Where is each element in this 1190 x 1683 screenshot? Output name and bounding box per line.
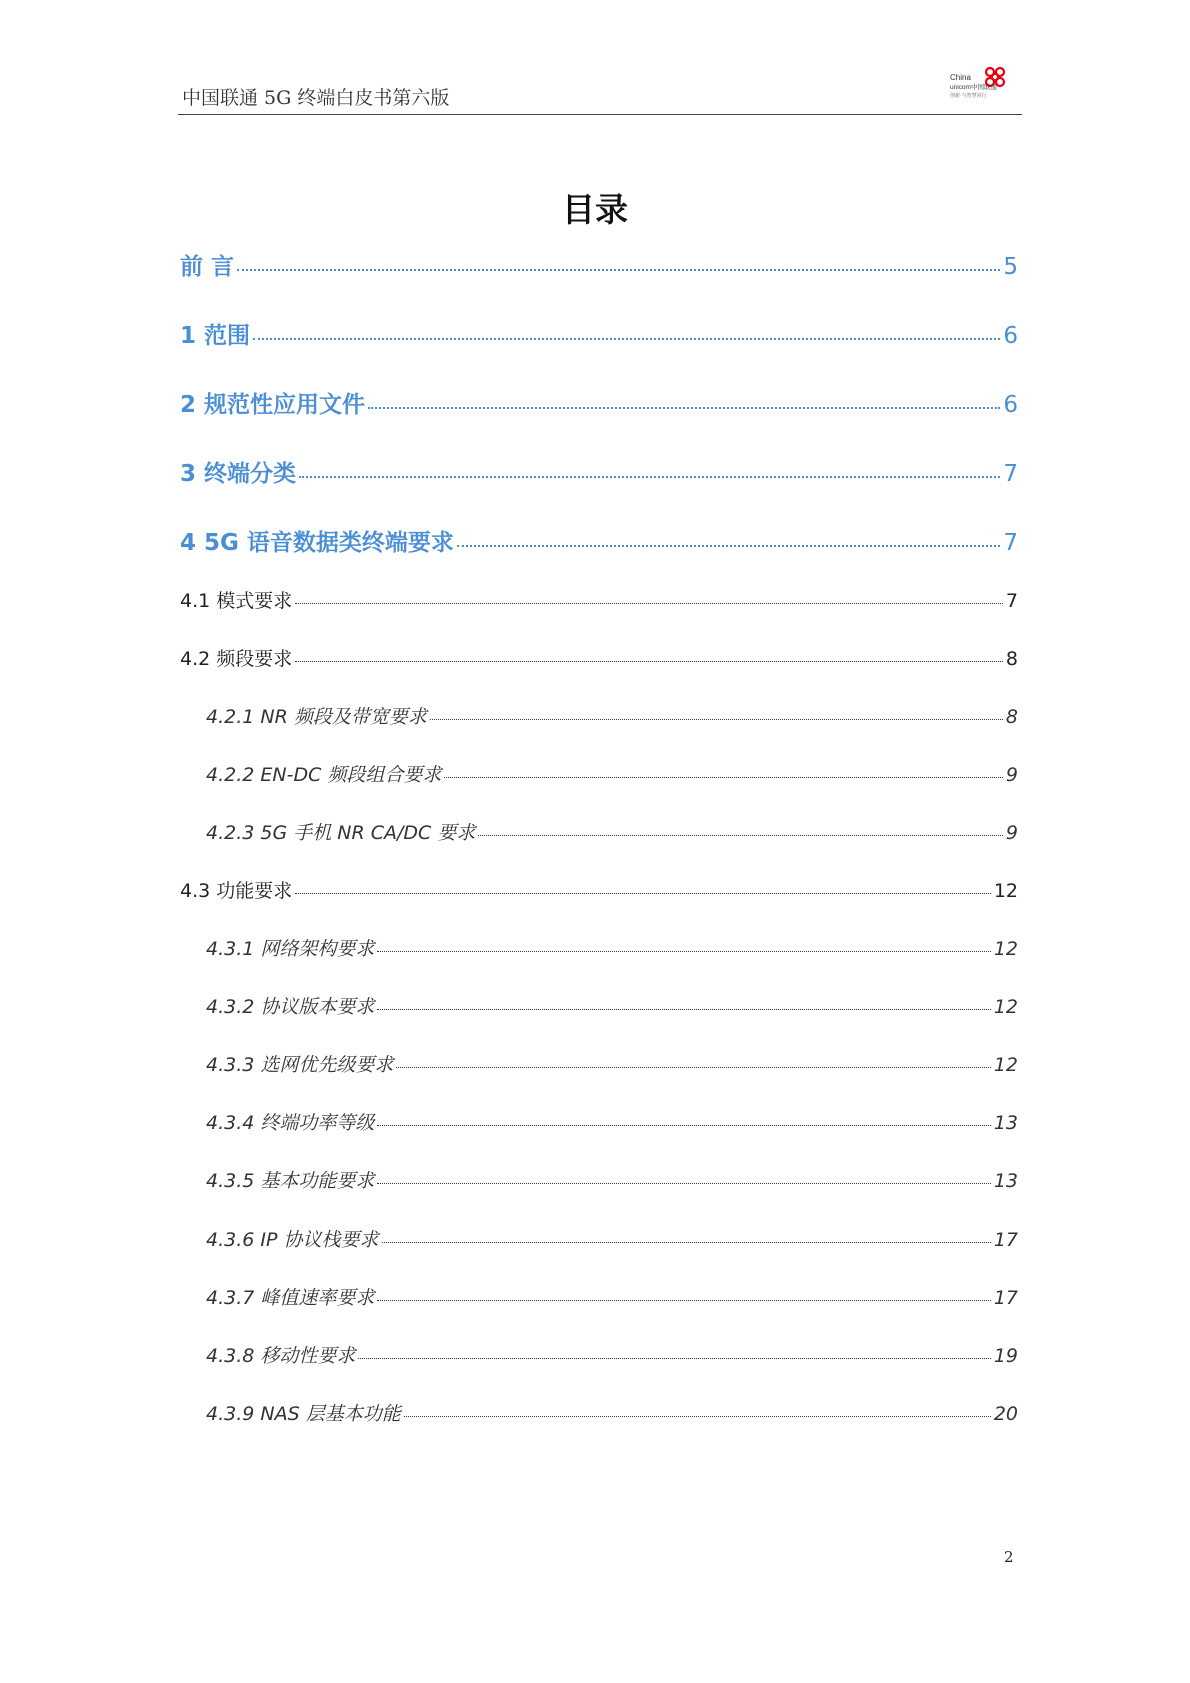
toc-entry-page[interactable]: 9 (1005, 764, 1018, 786)
toc-entry-page[interactable]: 5 (1003, 254, 1018, 280)
toc-dot-leader (430, 719, 1003, 720)
toc-entry-label[interactable]: 4.3.2 协议版本要求 (206, 996, 375, 1018)
toc-entry-label[interactable]: 4.3.8 移动性要求 (206, 1345, 356, 1367)
toc-entry[interactable] (206, 1108, 1018, 1135)
toc-entry-label[interactable]: 4.3.1 网络架构要求 (206, 938, 375, 960)
toc-entry-label[interactable]: 3 终端分类 (180, 461, 297, 487)
toc-dot-leader (478, 835, 1003, 836)
toc-entry-label[interactable]: 1 范围 (180, 323, 251, 349)
toc-entry[interactable] (206, 1166, 1018, 1193)
toc-entry[interactable] (206, 934, 1018, 961)
toc-entry[interactable] (206, 1283, 1018, 1310)
toc-entry-page[interactable]: 7 (1005, 590, 1018, 612)
toc-entry[interactable] (206, 1341, 1018, 1368)
logo-text-line2: unicom中国联通 (950, 84, 997, 91)
toc-entry-page[interactable]: 12 (993, 880, 1018, 902)
toc-dot-leader (377, 1125, 990, 1126)
toc-entry-page[interactable]: 7 (1003, 461, 1018, 487)
toc-title: 目录 (562, 190, 628, 229)
toc-dot-leader (237, 269, 1000, 271)
toc-entry[interactable] (180, 455, 1018, 488)
toc-entry-page[interactable]: 8 (1005, 706, 1018, 728)
toc-entry-page[interactable]: 6 (1003, 392, 1018, 418)
toc-entry-page[interactable]: 13 (993, 1170, 1018, 1192)
toc-entry-page[interactable]: 6 (1003, 323, 1018, 349)
toc-dot-leader (377, 951, 990, 952)
toc-entry[interactable] (206, 1399, 1018, 1426)
toc-dot-leader (368, 407, 1000, 409)
toc-entry[interactable] (180, 386, 1018, 419)
china-unicom-logo (948, 64, 1014, 104)
toc-entry-page[interactable]: 19 (993, 1345, 1018, 1367)
toc-dot-leader (444, 777, 1003, 778)
page-number: 2 (1004, 1548, 1014, 1566)
toc-entry[interactable] (180, 876, 1018, 903)
toc-entry[interactable] (180, 317, 1018, 350)
toc-entry[interactable] (180, 644, 1018, 671)
logo-tagline: 创新·与智慧同行 (950, 93, 987, 99)
toc-entry-page[interactable]: 12 (993, 1054, 1018, 1076)
toc-entry-label[interactable]: 4.3.9 NAS 层基本功能 (206, 1403, 401, 1425)
toc-entry-page[interactable]: 7 (1003, 530, 1018, 556)
toc-dot-leader (295, 603, 1003, 604)
toc-entry-label[interactable]: 4.3.5 基本功能要求 (206, 1170, 375, 1192)
toc-entry[interactable] (206, 1225, 1018, 1252)
toc-entry[interactable] (180, 248, 1018, 281)
page-header (178, 64, 1022, 115)
logo-text-line1: China (950, 73, 971, 82)
toc-entry-label[interactable]: 前 言 (180, 254, 235, 280)
toc-entry-label[interactable]: 4.2.2 EN-DC 频段组合要求 (206, 764, 442, 786)
toc-dot-leader (457, 545, 1000, 547)
toc-entry-label[interactable]: 4.2.3 5G 手机 NR CA/DC 要求 (206, 822, 476, 844)
toc-entry-page[interactable]: 12 (993, 938, 1018, 960)
toc-dot-leader (377, 1183, 990, 1184)
toc-entry[interactable] (206, 992, 1018, 1019)
toc-dot-leader (377, 1300, 990, 1301)
toc-entry[interactable] (206, 702, 1018, 729)
toc-entry-label[interactable]: 4.3.4 终端功率等级 (206, 1112, 375, 1134)
toc-entry-label[interactable]: 4.3.6 IP 协议栈要求 (206, 1229, 379, 1251)
toc-dot-leader (404, 1416, 991, 1417)
toc-dot-leader (299, 476, 1000, 478)
toc-entry-page[interactable]: 13 (993, 1112, 1018, 1134)
toc-dot-leader (382, 1242, 991, 1243)
header-title: 中国联通 5G 终端白皮书第六版 (182, 87, 450, 109)
toc-entry-page[interactable]: 9 (1005, 822, 1018, 844)
toc-entry[interactable] (180, 586, 1018, 613)
toc-dot-leader (358, 1358, 990, 1359)
toc-dot-leader (253, 338, 1000, 340)
toc-entry-page[interactable]: 12 (993, 996, 1018, 1018)
toc-entry-page[interactable]: 17 (993, 1229, 1018, 1251)
toc-entry-label[interactable]: 4.3.3 选网优先级要求 (206, 1054, 394, 1076)
toc-entry-label[interactable]: 4 5G 语音数据类终端要求 (180, 530, 454, 556)
toc-entry-label[interactable]: 4.3.7 峰值速率要求 (206, 1287, 375, 1309)
toc-entry-page[interactable]: 17 (993, 1287, 1018, 1309)
toc-dot-leader (377, 1009, 990, 1010)
toc-entry-page[interactable]: 8 (1005, 648, 1018, 670)
toc-entry-label[interactable]: 4.2.1 NR 频段及带宽要求 (206, 706, 427, 728)
toc-entry[interactable] (206, 1050, 1018, 1077)
toc-entry-label[interactable]: 4.1 模式要求 (180, 590, 293, 612)
toc-entry[interactable] (180, 524, 1018, 557)
toc-entry-label[interactable]: 2 规范性应用文件 (180, 392, 366, 418)
toc-entry[interactable] (206, 760, 1018, 787)
toc-entry-page[interactable]: 20 (993, 1403, 1018, 1425)
toc-entry[interactable] (206, 818, 1018, 845)
toc-dot-leader (295, 893, 991, 894)
toc-entry-label[interactable]: 4.2 频段要求 (180, 648, 293, 670)
toc-dot-leader (396, 1067, 990, 1068)
toc-dot-leader (295, 661, 1003, 662)
toc-entry-label[interactable]: 4.3 功能要求 (180, 880, 293, 902)
